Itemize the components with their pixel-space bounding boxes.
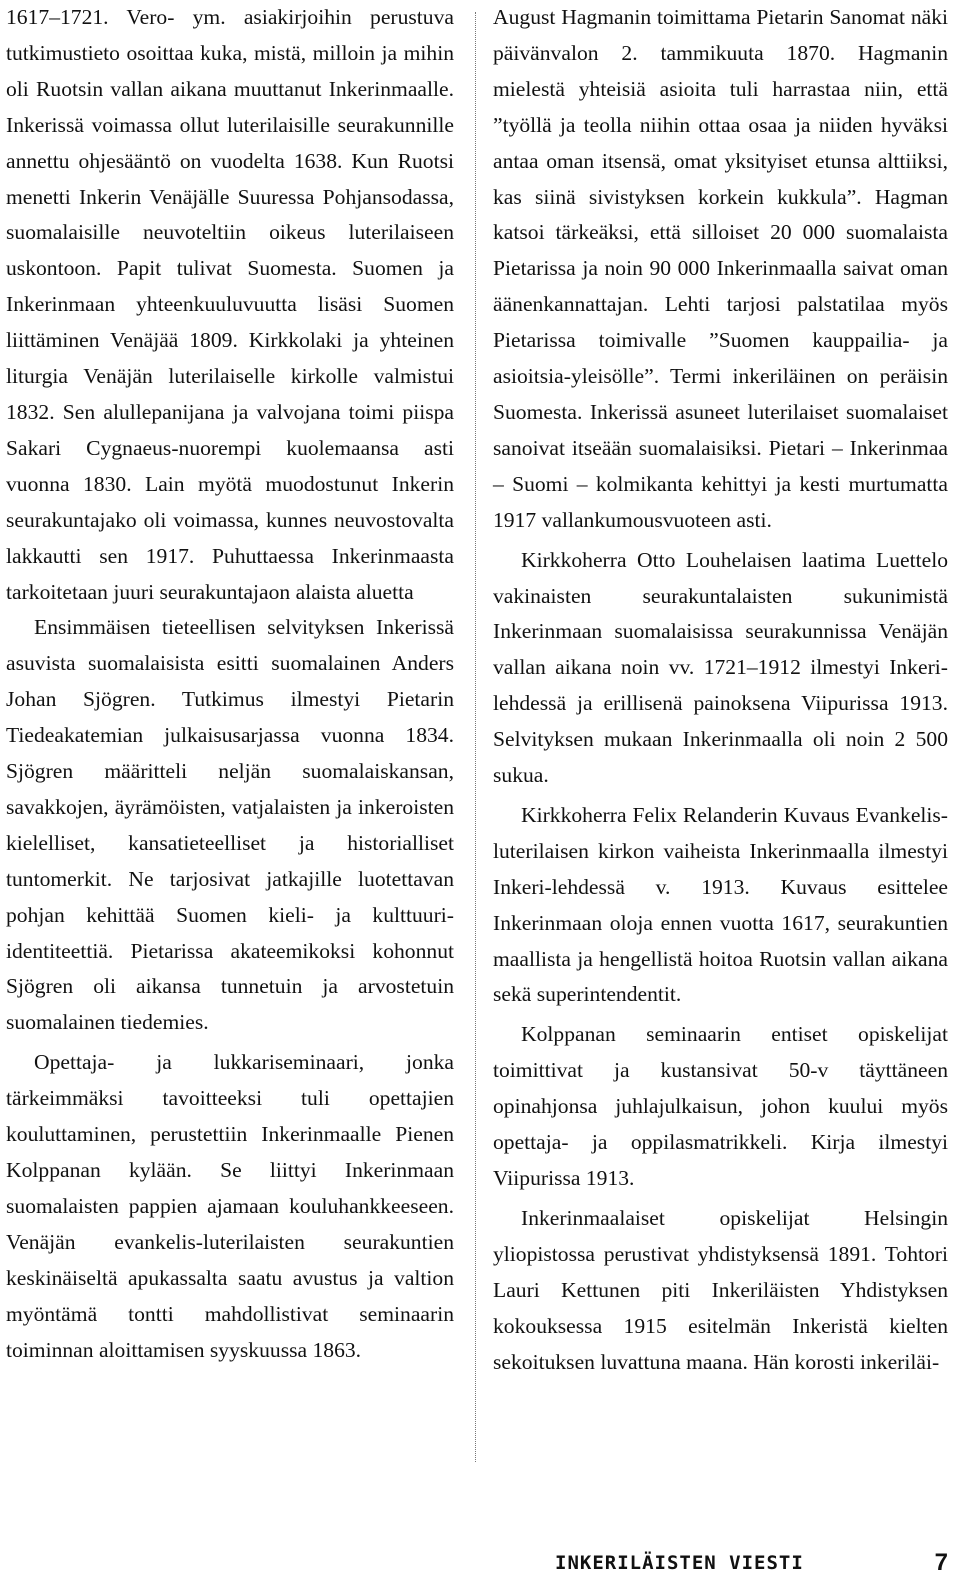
- column-divider: [475, 12, 476, 1462]
- right-text-column: [493, 0, 948, 1380]
- paragraph: Ensimmäisen tieteellisen selvityksen Inkerissä asuvista suomalaisista esitti suomalainen Anders Johan Sjögren. Tutkimus ilmestyi Pietarin Tiedeakatemian julkaisusarjassa vuonna 1834. Sjögren määritteli neljän suomalaiskansan, savakkojen, äyrämöisten, vatjalaisten ja inkeroisten kielelliset, kansatieteelliset ja historialliset tuntomerkit. Ne tarjosivat jatkajille luotettavan pohjan kehittää Suomen kieli- ja kulttuuri-identiteettiä. Pietarissa akateemikoksi kohonnut Sjögren oli aikansa tunnetuin ja arvostetuin suomalainen tiedemies.: [6, 615, 454, 1035]
- page-number: 7: [934, 1549, 948, 1576]
- paragraph: Kolppanan seminaarin entiset opiskelijat toimittivat ja kustansivat 50-v täyttäneen opinahjonsa juhlajulkaisun, johon kuului myös opettaja- ja oppilasmatrikkeli. Kirja ilmestyi Viipurissa 1913.: [493, 1022, 948, 1190]
- paragraph: Inkerinmaalaiset opiskelijat Helsingin yliopistossa perustivat yhdistyksensä 1891. Tohtori Lauri Kettunen piti Inkeriläisten Yhdistyksen kokouksessa 1915 esitelmän Inkeristä kielten sekoituksen luvattuna maana. Hän korosti inkeriläi-: [493, 1205, 948, 1374]
- paragraph: Kirkkoherra Otto Louhelaisen laatima Luettelo vakinaisten seurakuntalaisten sukunimistä Inkerinmaan suomalaisissa seurakunnissa Venäjän vallan aikana noin vv. 1721–1912 ilmestyi Inkeri-lehdessä ja erillisenä painoksena Viipurissa 1913. Selvityksen mukaan Inkerinmaalla oli noin 2 500 sukua.: [493, 547, 948, 788]
- paragraph: August Hagmanin toimittama Pietarin Sanomat näki päivänvalon 2. tammikuuta 1870. Hagmanin mielestä yhteisiä asioita tuli harrastaa niin, että ”työllä ja teolla niihin ottaa osaa ja niiden hyväksi antaa oman itsensä, omat yksityiset etunsa alttiiksi, kas siinä sivistyksen korkein kukkula”. Hagman katsoi tärkeäksi, että silloiset 20 000 suomalaista Pietarissa ja noin 90 000 Inkerinmaalla saivat oman äänenkannattajan. Lehti tarjosi palstatilaa myös Pietarissa toimivalle ”Suomen kauppailia- ja asioitsia-yleisölle”. Termi inkeriläinen on peräisin Suomesta. Inkerissä asuneet luterilaiset suomalaiset sanoivat itseään suomalaisiksi. Pietari – Inkerinmaa – Suomi – kolmikanta kehittyi ja kesti murtumatta 1917 vallankumousvuoteen asti.: [493, 5, 948, 532]
- page-footer: [0, 1548, 960, 1578]
- publication-name: INKERILÄISTEN VIESTI: [555, 1552, 804, 1574]
- left-text-column: [6, 0, 454, 1368]
- paragraph: Kirkkoherra Felix Relanderin Kuvaus Evankelis-luterilaisen kirkon vaiheista Inkerinmaalla ilmestyi Inkeri-lehdessä v. 1913. Kuvaus esittelee Inkerinmaan oloja ennen vuotta 1617, seurakuntien maallista ja hengellistä hoitoa Ruotsin vallan aikana sekä superintendentit.: [493, 802, 948, 1007]
- paragraph: 1617–1721. Vero- ym. asiakirjoihin perustuva tutkimustieto osoittaa kuka, mistä, milloin ja mihin oli Ruotsin vallan aikana muuttanut Inkerinmaalle. Inkerissä voimassa ollut luterilaisille seurakunnille annettu ohjesääntö on vuodelta 1638. Kun Ruotsi menetti Inkerin Venäjälle Suuressa Pohjansodassa, suomalaisille neuvoteltiin oikeus luterilaiseen uskontoon. Papit tulivat Suomesta. Suomen ja Inkerinmaan yhteenkuuluvuutta lisäsi Suomen liittäminen Venäjää 1809. Kirkkolaki ja yhteinen liturgia Venäjän luterilaiselle kirkolle valmistui 1832. Sen alullepanijana ja valvojana toimi piispa Sakari Cygnaeus-nuorempi kuolemaansa asti vuonna 1830. Lain myötä muodostunut Inkerin seurakuntajako oli voimassa, kunnes neuvostovalta lakkautti sen 1917. Puhuttaessa Inkerinmaasta tarkoitetaan juuri seurakuntajaon alaista aluetta: [6, 5, 454, 604]
- paragraph: Opettaja- ja lukkariseminaari, jonka tärkeimmäksi tavoitteeksi tuli opettajien kouluttaminen, perustettiin Inkerinmaalle Pienen Kolppanan kylään. Se liittyi Inkerinmaan suomalaisten pappien ajamaan kouluhankkeeseen. Venäjän evankelis-luterilaisten seurakuntien keskinäiseltä apukassalta saatu avustus ja valtion myöntämä tontti mahdollistivat seminaarin toiminnan aloittamisen syyskuussa 1863.: [6, 1050, 454, 1362]
